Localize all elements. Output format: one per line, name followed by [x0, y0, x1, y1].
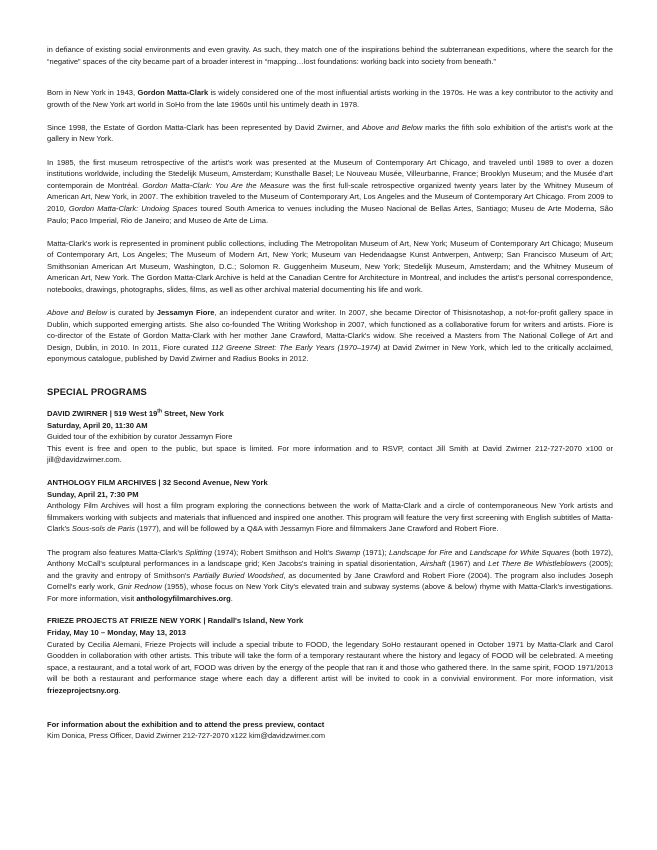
press-release-page: [47, 44, 613, 742]
film-title: Landscape for Fire: [388, 547, 453, 557]
program-rsvp-dz: This event is free and open to the public, but space is limited. For more information and to RSVP, contact Jill Smith at David Zwirner 212-727-2070 x100 or jill@davidzwirner.com.: [47, 443, 613, 465]
film-title: Airshaft: [420, 559, 446, 569]
collections-paragraph: Matta-Clark's work is represented in prominent public collections, including The Metropolitan Museum of Art, New York; Museum of Contemporary Art Chicago; Museum of Contemporary Art, Los Angeles; The Museum of Modern Art, New York; Museum van Hedendaagse Kunst Antwerpen, Antwerp; San Francisco Museum of Art; Smithsonian American Art Museum, Washington, D.C.; Solomon R. Guggenheim Museum, New York; Stedelijk Museum, Amsterdam; and the Whitney Museum of American Art, New York. The Gordon Matta-Clark Archive is held at the Canadian Centre for Architecture in Montreal, and includes the artist's personal correspondence, notebooks, drawings, photographs, slides, films, as well as other archival material documenting his life and work.: [47, 238, 613, 294]
afa-text: , as documented by Jane Crawford and Robert Fiore (2004). The program also includes Joseph Cornell's early work,: [47, 570, 613, 592]
afa-text: (1971);: [360, 547, 389, 557]
bio-paragraph: [47, 87, 613, 110]
special-programs-heading: SPECIAL PROGRAMS: [47, 386, 147, 398]
film-title: Gnir Rednow: [117, 582, 162, 592]
program-date-frieze: Friday, May 10 – Monday, May 13, 2013: [47, 628, 187, 638]
exhibition-title: 112 Greene Street: The Early Years (1970–1974): [211, 342, 381, 352]
exhibition-title: Above and Below: [362, 122, 423, 132]
curator-paragraph: [47, 307, 613, 365]
curator-name: Jessamyn Fiore: [156, 308, 215, 318]
artist-name: Gordon Matta-Clark: [137, 88, 209, 98]
website-link-afa[interactable]: anthologyfilmarchives.org: [136, 593, 231, 603]
afa-text: The program also features Matta-Clark's: [47, 547, 186, 557]
retrospective-text: In 1985, the first museum retrospective of the artist's work was presented at the Museum of Contemporary Art Chicago, and traveled until 1989 to over a dozen institutions worldwide, including the Stedelijk Museum, Amsterdam; Kunsthalle Basel; Le Nouveau Musée, Villeurbanne, France; Brooklyn Museum; and the Musée d'art contemporain de Montréal.: [47, 157, 613, 190]
film-title: Splitting: [185, 547, 212, 557]
film-title: Let There Be Whistleblowers: [488, 559, 587, 569]
estate-text: Since 1998, the Estate of Gordon Matta-Clark has been represented by David Zwirner, and: [47, 122, 363, 132]
program-desc-afa: [47, 500, 613, 535]
program-desc-frieze: [47, 639, 613, 697]
afa-text: (1967) and: [445, 559, 489, 569]
bio-text: Born in New York in 1943,: [47, 88, 138, 98]
frieze-text: .: [118, 686, 121, 696]
venue-text: DAVID ZWIRNER | 519 West 19: [47, 409, 158, 419]
venue-text: Street, New York: [162, 409, 224, 419]
contact-details: Kim Donica, Press Officer, David Zwirner 212-727-2070 x122 kim@davidzwirner.com: [47, 731, 326, 741]
exhibition-title: Above and Below: [47, 308, 108, 318]
exhibition-title: Gordon Matta-Clark: Undoing Spaces: [68, 203, 198, 213]
venue-superscript: th: [157, 408, 163, 415]
program-venue-afa: ANTHOLOGY FILM ARCHIVES | 32 Second Avenue, New York: [47, 478, 268, 488]
afa-text: (1955), whose focus on New York City's elevated train and subway systems (above & below) rhyme with Matta-Clark's investigations. For more information, visit: [47, 582, 613, 603]
contact-heading: For information about the exhibition and to attend the press preview, contact: [47, 719, 325, 729]
estate-text: marks the fifth solo exhibition of the artist's work at the gallery in New York.: [47, 122, 613, 144]
frieze-text: Curated by Cecilia Alemani, Frieze Projects will include a special tribute to FOOD, the legendary SoHo restaurant opened in October 1971 by Matta-Clark and Carol Goodden in collaboration with other artists. This tribute will take the form of a temporary restaurant where the history and legacy of FOOD will be celebrated. A meeting space, a restaurant, and a total work of art, FOOD was driven by the energy of the people that ran it and those who gathered there. In the same spirit, FOOD 1971/2013 will be both a restaurant and performance stage where each day a different artist will be invited to cook in a convivial environment. For more information, visit: [47, 639, 613, 684]
film-title: Swamp: [335, 547, 361, 557]
program-venue-frieze: FRIEZE PROJECTS AT FRIEZE NEW YORK | Randall's Island, New York: [47, 616, 304, 626]
estate-paragraph: [47, 122, 613, 145]
intro-paragraph: in defiance of existing social environments and even gravity. As such, they match one of the inspirations behind the subterranean expeditions, where the search for the “negative” spaces of the city became part of a broader interest in “mapping…lost foundations: working back into society from beneath.”: [47, 45, 613, 66]
afa-text: .: [230, 593, 233, 603]
retrospective-text: was the first full-scale retrospective organized twenty years later by the Whitney Museum of American Art, New York, in 2007. The exhibition traveled to the Museum of Contemporary Art, Los Angeles and the Museum of Contemporary Art Chicago. From 2009 to 2010,: [47, 180, 613, 213]
afa-text: (1974); Robert Smithson and Holt's: [211, 547, 336, 557]
film-title: Sous-sols de Paris: [71, 524, 135, 534]
retrospective-text: toured South America to venues including the Museo Nacional de Bellas Artes, Santiago; Museu de Arte Moderna, São Paulo; Paco Imperial, Rio de Janeiro; and Museo de Arte de Lima.: [47, 203, 614, 225]
afa-text: (both 1972), Anthony McCall's sculptural performances in a landscape grid; Ken Jacobs's training in spatial disorientation,: [47, 547, 613, 569]
afa-text: and: [452, 547, 470, 557]
bio-text: is widely considered one of the most influential artists working in the 1970s. He was a key contributor to the activity and growth of the New York art world in SoHo from the late 1960s until his untimely death in 1978.: [47, 88, 613, 109]
curator-text: is curated by: [107, 308, 157, 318]
program-date-dz: Saturday, April 20, 11:30 AM: [47, 420, 148, 430]
program-desc-dz: Guided tour of the exhibition by curator Jessamyn Fiore: [47, 432, 233, 442]
curator-text: , an independent curator and writer. In 2007, she became Director of Thisisnotashop, a not-for-profit gallery space in Dublin, which supported emerging artists. She also co-founded The Writing Workshop in 2007, which functioned as a collaborative forum for writers and artists. Fiore is co-director of the Estate of Gordon Matta-Clark with her mother Jane Crawford, Matta-Clark's widow. She received a Masters from The National College of Art and Design, Dublin, in 2010. In 2011, Fiore curated: [47, 308, 613, 352]
afa-text: (2005); and the gravity and entropy of Smithson's: [47, 559, 614, 580]
film-title: Landscape for White Squares: [469, 547, 570, 557]
website-link-frieze[interactable]: friezeprojectsny.org: [47, 686, 119, 696]
afa-text: (1977), and will be followed by a Q&A with Jessamyn Fiore and filmmakers Jane Crawford and Robert Fiore.: [134, 524, 499, 534]
afa-text: Anthology Film Archives will host a film program exploring the connections between the work of Matta-Clark and a circle of contemporaneous New York artists and filmmakers working with subjects and materials that influenced and inspired one another. This program will feature the very first screening with English subtitles of Matta-Clark's: [47, 501, 613, 534]
exhibition-title: Gordon Matta-Clark: You Are the Measure: [142, 180, 290, 190]
film-title: Partially Buried Woodshed: [192, 570, 284, 580]
program-venue-dz: [47, 408, 613, 420]
program-films-afa: [47, 547, 613, 605]
curator-text: at David Zwirner in New York, which led to the critically acclaimed, eponymous catalogue, published by David Zwirner and Radius Books in 2012.: [47, 342, 613, 364]
program-date-afa: Sunday, April 21, 7:30 PM: [47, 489, 139, 499]
retrospective-paragraph: [47, 157, 613, 227]
